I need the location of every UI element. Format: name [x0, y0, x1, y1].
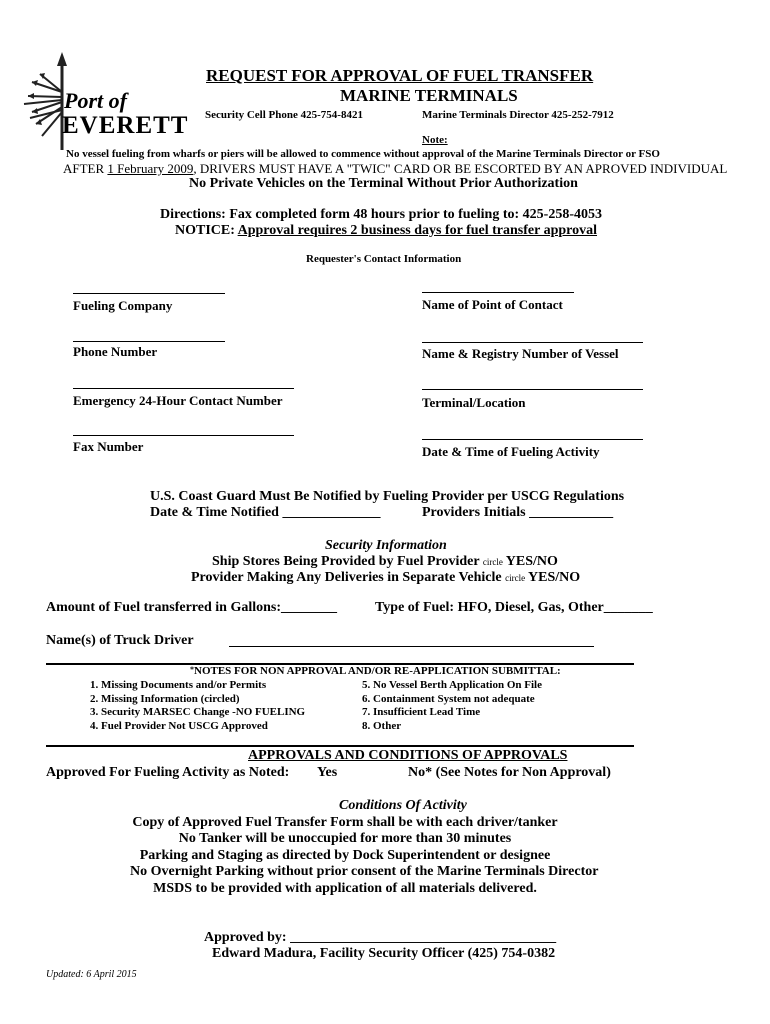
fax-number-line[interactable]: [73, 435, 294, 436]
truck-driver-line[interactable]: [229, 646, 594, 647]
form-title: REQUEST FOR APPROVAL OF FUEL TRANSFER: [206, 66, 594, 85]
approved-no[interactable]: No* (See Notes for Non Approval): [408, 765, 611, 780]
ship-stores-question[interactable]: Ship Stores Being Provided by Fuel Provider circle YES/NO: [212, 554, 558, 569]
contact-info-heading: Requester's Contact Information: [306, 253, 462, 265]
updated-date: Updated: 6 April 2015: [46, 969, 137, 980]
fax-number-label: Fax Number: [73, 439, 144, 454]
list-item: 1. Missing Documents and/or Permits: [90, 679, 267, 691]
vessel-name-label: Name & Registry Number of Vessel: [422, 346, 619, 361]
notice: NOTICE: Approval requires 2 business days for fuel transfer approval: [175, 223, 598, 238]
condition-item: No Overnight Parking without prior consent of the Marine Terminals Director: [130, 864, 599, 880]
phone-number-line[interactable]: [73, 341, 225, 342]
point-of-contact-line[interactable]: [422, 292, 574, 293]
twic-requirement: AFTER 1 February 2009, DRIVERS MUST HAVE A "TWIC" CARD OR BE ESCORTED BY AN APROVED INDIVIDUAL: [63, 161, 728, 176]
emergency-contact-line[interactable]: [73, 388, 294, 389]
security-cell-phone: Security Cell Phone 425-754-8421: [205, 109, 363, 121]
non-approval-heading: *NOTES FOR NON APPROVAL AND/OR RE-APPLICATION SUBMITTAL:: [190, 665, 561, 677]
approved-yes[interactable]: Yes: [317, 765, 338, 780]
condition-item: Copy of Approved Fuel Transfer Form shall be with each driver/tanker: [132, 815, 558, 830]
approved-label: Approved For Fueling Activity as Noted:: [46, 765, 290, 780]
separate-vehicle-question[interactable]: Provider Making Any Deliveries in Separate Vehicle circle YES/NO: [191, 570, 581, 585]
conditions-list: [130, 815, 599, 897]
fueling-datetime-line[interactable]: [422, 439, 643, 440]
phone-number-label: Phone Number: [73, 344, 158, 359]
conditions-heading: Conditions Of Activity: [339, 798, 467, 813]
condition-item: Parking and Staging as directed by Dock Superintendent or designee: [139, 847, 551, 863]
twic-date: 1 February 2009: [107, 161, 194, 176]
date-time-notified[interactable]: Date & Time Notified ______________: [150, 505, 381, 520]
logo-text-port-of: Port of: [64, 88, 127, 113]
fax-directions: Directions: Fax completed form 48 hours prior to fueling to: 425-258-4053: [160, 207, 602, 222]
vessel-name-line[interactable]: [422, 342, 643, 343]
security-officer: Edward Madura, Facility Security Officer (425) 754-0382: [212, 946, 556, 961]
approvals-heading: APPROVALS AND CONDITIONS OF APPROVALS: [248, 748, 568, 763]
no-private-vehicles: No Private Vehicles on the Terminal Without Prior Authorization: [189, 176, 578, 191]
list-item: 8. Other: [362, 719, 402, 732]
note-text: No vessel fueling from wharfs or piers will be allowed to commence without approval of the Marine Terminals Director or FSO: [66, 148, 660, 160]
point-of-contact-label: Name of Point of Contact: [422, 297, 563, 312]
director-phone: Marine Terminals Director 425-252-7912: [422, 109, 614, 121]
security-info-heading: Security Information: [325, 538, 447, 553]
port-of-everett-logo: [22, 52, 189, 157]
non-approval-right-list: [362, 679, 542, 733]
list-item: 7. Insufficient Lead Time: [362, 706, 481, 718]
truck-driver-label: Name(s) of Truck Driver: [46, 633, 194, 648]
terminal-location-line[interactable]: [422, 389, 643, 390]
list-item: 3. Security MARSEC Change -NO FUELING: [90, 706, 306, 718]
uscg-notice: U.S. Coast Guard Must Be Notified by Fueling Provider per USCG Regulations: [150, 489, 625, 504]
condition-item: No Tanker will be unoccupied for more than 30 minutes: [178, 831, 512, 847]
fuel-amount-field[interactable]: Amount of Fuel transferred in Gallons:________: [46, 600, 338, 615]
terminal-location-label: Terminal/Location: [422, 395, 526, 410]
fueling-company-label: Fueling Company: [73, 298, 173, 313]
list-item: 2. Missing Information (circled): [90, 692, 240, 705]
list-item: 6. Containment System not adequate: [362, 692, 535, 705]
condition-item: MSDS to be provided with application of all materials delivered.: [153, 880, 537, 896]
list-item: 4. Fuel Provider Not USCG Approved: [90, 719, 268, 732]
form-subtitle: MARINE TERMINALS: [340, 86, 518, 105]
logo-text-everett: EVERETT: [62, 112, 189, 139]
non-approval-left-list: [90, 679, 305, 733]
providers-initials[interactable]: Providers Initials ____________: [422, 505, 614, 520]
list-item: 5. No Vessel Berth Application On File: [362, 679, 542, 691]
emergency-contact-label: Emergency 24-Hour Contact Number: [73, 393, 283, 408]
approved-by-field[interactable]: Approved by: ______________________________________: [204, 930, 557, 945]
section-divider-2: [46, 745, 634, 747]
fuel-type-field[interactable]: Type of Fuel: HFO, Diesel, Gas, Other_______: [375, 600, 653, 615]
note-label: Note:: [422, 134, 448, 146]
fueling-datetime-label: Date & Time of Fueling Activity: [422, 444, 600, 459]
fueling-company-line[interactable]: [73, 293, 225, 294]
